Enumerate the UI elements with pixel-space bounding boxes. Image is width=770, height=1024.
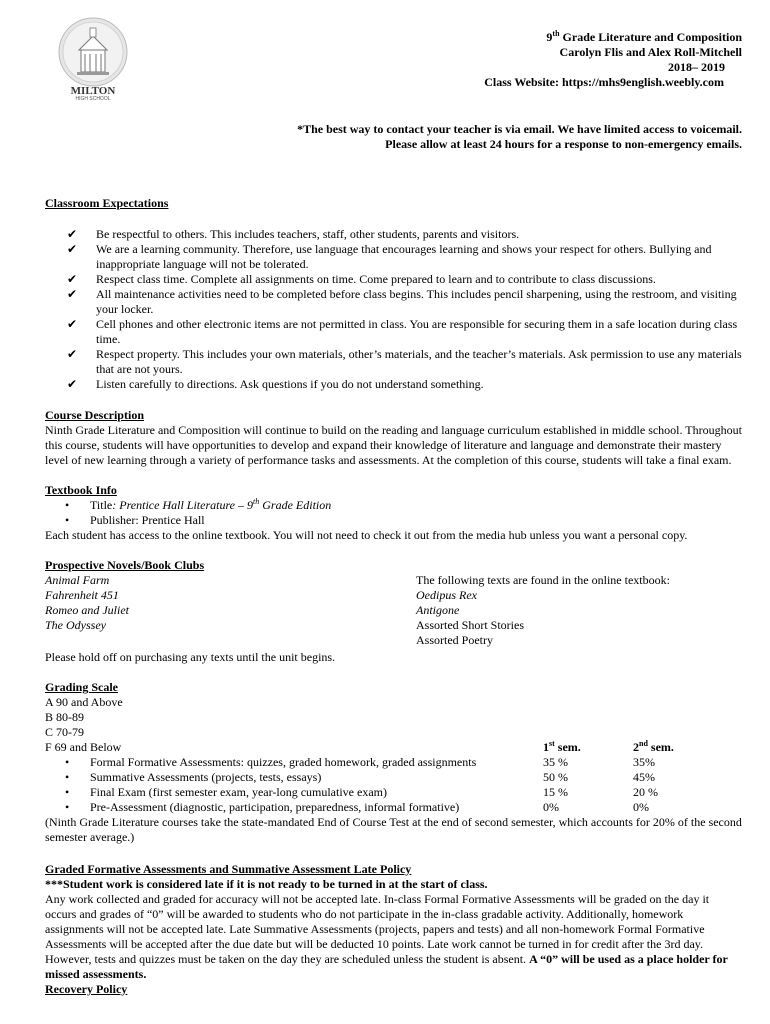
table-row: • Pre-Assessment (diagnostic, participation, preparedness, informal formative) 0% 0% [65,800,649,814]
bullet-icon: • [65,755,70,769]
bullet-icon: • [65,800,70,814]
online-text-title: Assorted Poetry [416,633,493,647]
novels-note: Please hold off on purchasing any texts until the unit begins. [45,650,336,664]
expectations-title: Classroom Expectations [45,196,169,210]
table-row: • Formal Formative Assessments: quizzes, graded homework, graded assignments 35 % 35% [65,755,655,769]
novel-title: Romeo and Juliet [45,603,129,617]
checkmark-icon: ✔ [67,242,78,256]
bullet-icon: • [65,498,70,512]
late-policy-bold-line: ***Student work is considered late if it is not ready to be turned in at the start of class. [45,877,488,891]
bullet-icon: • [65,770,70,784]
grading-note: (Ninth Grade Literature courses take the state-mandated End of Course Test at the end of second semester, which accounts for 20% of the second semester average.) [45,815,742,844]
novel-title: Animal Farm [45,573,110,587]
list-item: • Title: Prentice Hall Literature – 9th Grade Edition [65,497,332,512]
late-policy-title: Graded Formative Assessments and Summative Assessment Late Policy [45,862,412,876]
school-logo [57,14,129,100]
checkmark-icon: ✔ [67,272,78,286]
novels-title: Prospective Novels/Book Clubs [45,558,205,572]
checkmark-icon: ✔ [67,347,78,361]
grade-f: F 69 and Below [45,740,122,754]
grading-title: Grading Scale [45,680,119,694]
list-item: • Publisher: Prentice Hall [65,513,205,527]
course-description-body: Ninth Grade Literature and Composition will continue to build on the reading and language curriculum established in middle school. Throughout this course, students will have opportunities to develop and expand their knowledge of literature and language and demonstrate their mastery level of new learning through a variety of performance tasks and assessments. At the completion of this course, students will take a final exam. [45,423,742,467]
textbook-note: Each student has access to the online textbook. You will not need to check it out from the media hub unless you want a personal copy. [45,528,688,542]
document-body [45,196,743,997]
novels-left-column [45,573,416,648]
novels-columns [45,573,743,648]
expectations-list [45,227,743,392]
list-item: ✔ Respect property. This includes your own materials, other’s materials, and the teacher’s materials. Ask permission to use any materials that are not yours. [67,347,742,376]
teacher-names: Carolyn Flis and Alex Roll-Mitchell [559,45,742,59]
grading-header-row [45,740,743,755]
semester-2-header: 2nd sem. [633,739,674,754]
late-policy-body: Any work collected and graded for accuracy will not be accepted late. In-class Formal Formative Assessments will be graded on the day it occurs and grades of “0” will be awarded to students who do not participate in the in-class gradable activity. Additionally, homework assignments will not be accepted late. Late Summative Assessments (projects, papers and tests) and all non-homework Formal Formative Assessments will be accepted after the due date but will be deducted 10 points. Late work cannot be turned in for credit after the 3rd day. However, tests and quizzes must be taken on the day they are scheduled unless the student is absent. A “0” will be used as a place holder for missed assessments. [45,892,728,981]
list-item: ✔ Listen carefully to directions. Ask questions if you do not understand something. [67,377,484,391]
semester-1-header: 1st sem. [543,739,581,754]
list-item: ✔ Be respectful to others. This includes teachers, staff, other students, parents and visitors. [67,227,520,241]
list-item: ✔ Cell phones and other electronic items are not permitted in class. You are responsible for securing them in a safe location during class time. [67,317,738,346]
online-text-title: Antigone [416,603,460,617]
table-row: • Summative Assessments (projects, tests, essays) 50 % 45% [65,770,655,784]
grade-a: A 90 and Above [45,695,123,709]
checkmark-icon: ✔ [67,227,78,241]
checkmark-icon: ✔ [67,287,78,301]
table-row: • Final Exam (first semester exam, year-long cumulative exam) 15 % 20 % [65,785,658,799]
document-header [484,30,742,90]
logo-subtext: HIGH SCHOOL [75,96,111,100]
contact-note [297,122,742,152]
school-year: 2018– 2019 [668,60,725,74]
recovery-policy-title: Recovery Policy [45,982,128,996]
textbook-list [45,498,743,528]
online-text-title: Assorted Short Stories [416,618,524,632]
bullet-icon: • [65,513,70,527]
grade-c: C 70-79 [45,725,84,739]
online-text-title: Oedipus Rex [416,588,477,602]
logo-text: MILTON [70,85,116,97]
checkmark-icon: ✔ [67,317,78,331]
novel-title: Fahrenheit 451 [45,588,119,602]
grade-b: B 80-89 [45,710,84,724]
contact-line-2: Please allow at least 24 hours for a response to non-emergency emails. [385,137,742,151]
class-website: Class Website: https://mhs9english.weebly.com [484,75,724,89]
course-title: 9th Grade Literature and Composition [546,29,742,44]
online-texts-intro: The following texts are found in the online textbook: [416,573,670,587]
checkmark-icon: ✔ [67,377,78,391]
list-item: ✔ All maintenance activities need to be completed before class begins. This includes pencil sharpening, using the restroom, and visiting your locker. [67,287,737,316]
list-item: ✔ We are a learning community. Therefore, use language that encourages learning and shows your respect for others. Bullying and inappropriate language will not be tolerated. [67,242,712,271]
textbook-title: Textbook Info [45,483,117,497]
school-seal-icon [57,14,129,100]
list-item: ✔ Respect class time. Complete all assignments on time. Come prepared to learn and to contribute to class discussions. [67,272,656,286]
bullet-icon: • [65,785,70,799]
novel-title: The Odyssey [45,618,106,632]
contact-line-1: *The best way to contact your teacher is via email. We have limited access to voicemail. [297,122,742,136]
course-description-title: Course Description [45,408,144,422]
novels-right-column [416,573,743,648]
